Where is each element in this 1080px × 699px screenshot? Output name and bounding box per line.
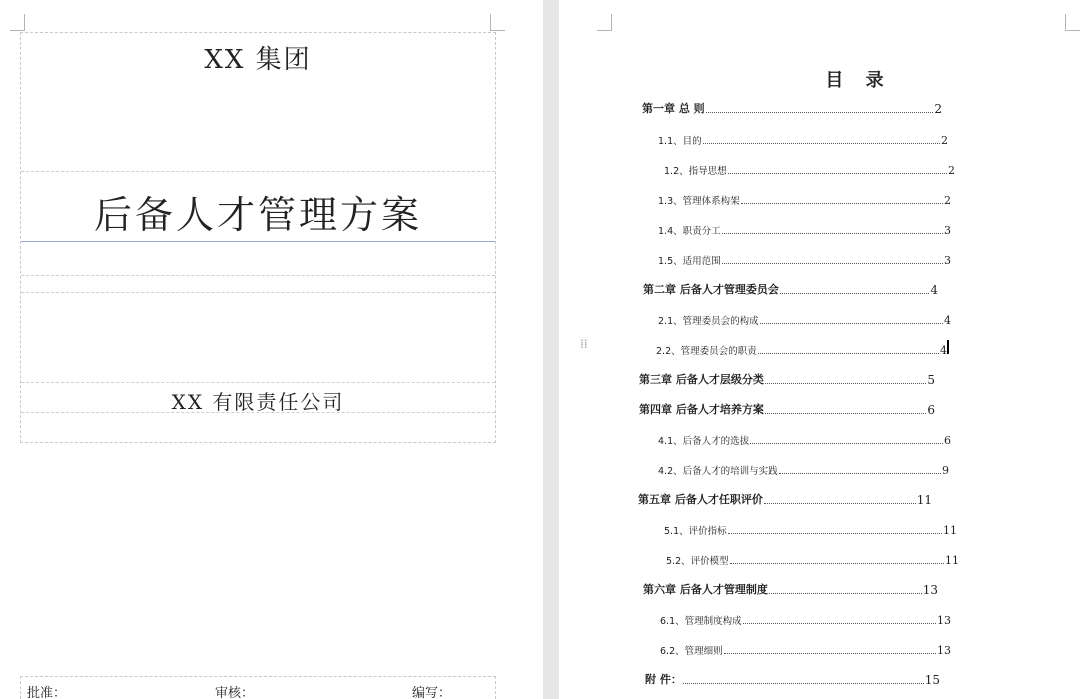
document-title[interactable]: 后备人才管理方案 — [21, 172, 495, 242]
toc-chapter-entry[interactable] — [645, 671, 940, 687]
toc-section-entry[interactable] — [658, 311, 951, 327]
toc-leader-dots — [760, 323, 943, 324]
toc-chapter-entry[interactable] — [639, 371, 935, 387]
toc-leader-dots — [728, 173, 947, 174]
toc-section-entry[interactable] — [658, 191, 951, 207]
toc-entry-label: 1.3、管理体系构架 — [658, 196, 740, 207]
cover-blank-row — [21, 293, 495, 383]
crop-mark-top-right — [490, 14, 505, 31]
toc-page-number: 13 — [922, 583, 938, 597]
toc-entry-label: 第四章 后备人才培养方案 — [639, 403, 764, 416]
toc-leader-dots — [758, 353, 939, 354]
toc-leader-dots — [724, 653, 936, 654]
toc-page-number: 13 — [937, 644, 951, 657]
toc-entry-label: 第六章 后备人才管理制度 — [643, 583, 768, 596]
crop-mark-top-right — [1065, 14, 1080, 31]
toc-page-number: 2 — [941, 134, 948, 147]
toc-page-number: 15 — [924, 673, 940, 687]
toc-chapter-entry[interactable] — [639, 401, 935, 417]
signature-row — [20, 676, 496, 699]
toc-entry-label: 6.1、管理制度构成 — [660, 616, 742, 627]
toc-chapter-entry[interactable] — [638, 491, 932, 507]
toc-leader-dots — [722, 263, 943, 264]
toc-leader-dots — [741, 203, 943, 204]
toc-page-number: 2 — [944, 194, 951, 207]
toc-leader-dots — [730, 563, 944, 564]
cover-blank-row — [21, 413, 495, 442]
toc-section-entry[interactable] — [658, 251, 951, 267]
toc-page-number: 11 — [945, 554, 959, 567]
toc-page-number: 11 — [943, 524, 957, 537]
toc-page-number: 9 — [942, 464, 949, 477]
toc-page-number: 4 — [930, 283, 938, 297]
crop-mark-top-left — [10, 14, 25, 31]
toc-entry-label: 1.1、目的 — [658, 136, 702, 147]
toc-page-number: 3 — [944, 254, 951, 267]
toc-page-number: 3 — [944, 224, 951, 237]
cover-blank-row — [21, 241, 495, 276]
toc-section-entry[interactable] — [660, 611, 951, 627]
toc-leader-dots — [779, 473, 941, 474]
group-name: XX 集团 — [21, 33, 495, 172]
cover-blank-row — [21, 276, 495, 293]
toc-entry-label: 4.2、后备人才的培训与实践 — [658, 466, 778, 477]
toc-entry-label: 1.4、职责分工 — [658, 226, 721, 237]
cover-table — [20, 32, 496, 443]
toc-page-number: 4 — [944, 314, 951, 327]
text-cursor — [947, 340, 949, 354]
approve-label: 批准： — [27, 686, 67, 699]
toc-leader-dots — [780, 293, 930, 294]
toc-page-number: 2 — [948, 164, 955, 177]
toc-page-number: 6 — [927, 403, 935, 417]
toc-leader-dots — [765, 383, 927, 384]
toc-entry-label: 2.2、管理委员会的职责 — [656, 346, 757, 357]
toc-leader-dots — [769, 593, 922, 594]
toc-chapter-entry[interactable] — [643, 281, 938, 297]
toc-entry-label: 2.1、管理委员会的构成 — [658, 316, 759, 327]
toc-section-entry[interactable] — [658, 431, 951, 447]
toc-entry-label: 5.1、评价指标 — [664, 526, 727, 537]
company-name: XX 有限责任公司 — [21, 383, 495, 413]
toc-page-number: 2 — [934, 102, 942, 116]
toc-page-number: 5 — [927, 373, 935, 387]
toc-section-entry[interactable] — [664, 521, 957, 537]
toc-entry-label: 第二章 后备人才管理委员会 — [643, 283, 779, 296]
toc-leader-dots — [765, 413, 927, 414]
toc-section-entry[interactable] — [658, 461, 949, 477]
toc-section-entry[interactable] — [656, 341, 947, 357]
toc-leader-dots — [683, 683, 924, 684]
toc-page-number: 11 — [916, 493, 932, 507]
toc-section-entry[interactable] — [658, 221, 951, 237]
author-label: 编写： — [412, 686, 452, 699]
toc-entry-label: 第五章 后备人才任职评价 — [638, 493, 763, 506]
crop-mark-top-left — [597, 14, 612, 31]
toc-entry-label: 5.2、评价模型 — [666, 556, 729, 567]
toc-section-entry[interactable] — [660, 641, 951, 657]
toc-entry-label: 附 件： — [645, 673, 682, 686]
toc-entry-label: 第一章 总 则 — [642, 102, 705, 115]
toc-leader-dots — [722, 233, 943, 234]
toc-page-number: 6 — [944, 434, 951, 447]
toc-chapter-entry[interactable] — [643, 581, 938, 597]
toc-title: 目 录 — [825, 70, 892, 91]
table-move-handle-icon[interactable]: ⁞⁞ — [580, 337, 588, 351]
toc-page-number: 4 — [940, 344, 947, 357]
toc-leader-dots — [728, 533, 942, 534]
toc-entry-label: 1.5、适用范围 — [658, 256, 721, 267]
toc-chapter-entry[interactable] — [642, 100, 942, 116]
toc-leader-dots — [764, 503, 916, 504]
toc-leader-dots — [743, 623, 936, 624]
toc-page-number: 13 — [937, 614, 951, 627]
toc-leader-dots — [750, 443, 943, 444]
review-label: 审核： — [215, 686, 255, 699]
toc-section-entry[interactable] — [664, 161, 955, 177]
toc-section-entry[interactable] — [666, 551, 959, 567]
toc-leader-dots — [703, 143, 940, 144]
toc-entry-label: 6.2、管理细则 — [660, 646, 723, 657]
toc-section-entry[interactable] — [658, 131, 948, 147]
toc-leader-dots — [706, 112, 934, 113]
toc-entry-label: 4.1、后备人才的选拔 — [658, 436, 750, 447]
toc-entry-label: 第三章 后备人才层级分类 — [639, 373, 764, 386]
toc-entry-label: 1.2、指导思想 — [664, 166, 727, 177]
